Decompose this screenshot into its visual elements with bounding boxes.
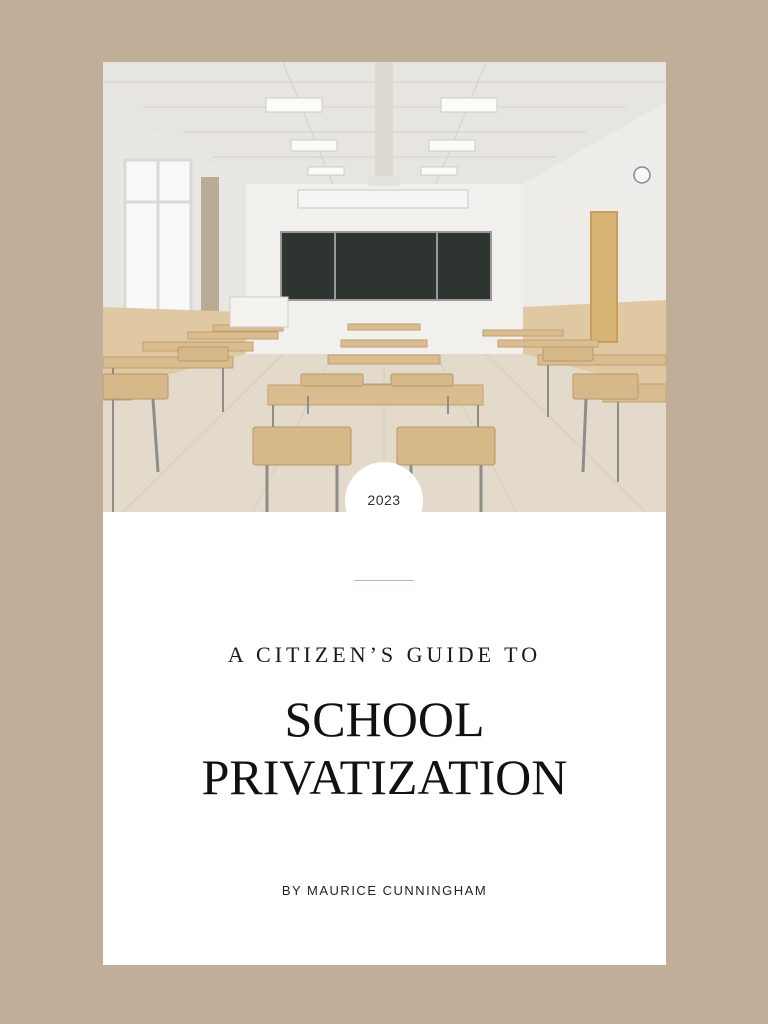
classroom-photo [103, 62, 666, 512]
author-byline: BY MAURICE CUNNINGHAM [281, 883, 488, 898]
book-title [103, 690, 666, 806]
divider-line [354, 580, 414, 581]
book-cover [103, 62, 666, 965]
title-line-1: SCHOOL [284, 691, 485, 747]
year-badge [345, 462, 423, 540]
year-label: 2023 [367, 492, 401, 508]
title-line-2: PRIVATIZATION [201, 749, 568, 805]
subtitle: A CITIZEN’S GUIDE TO [227, 642, 542, 667]
